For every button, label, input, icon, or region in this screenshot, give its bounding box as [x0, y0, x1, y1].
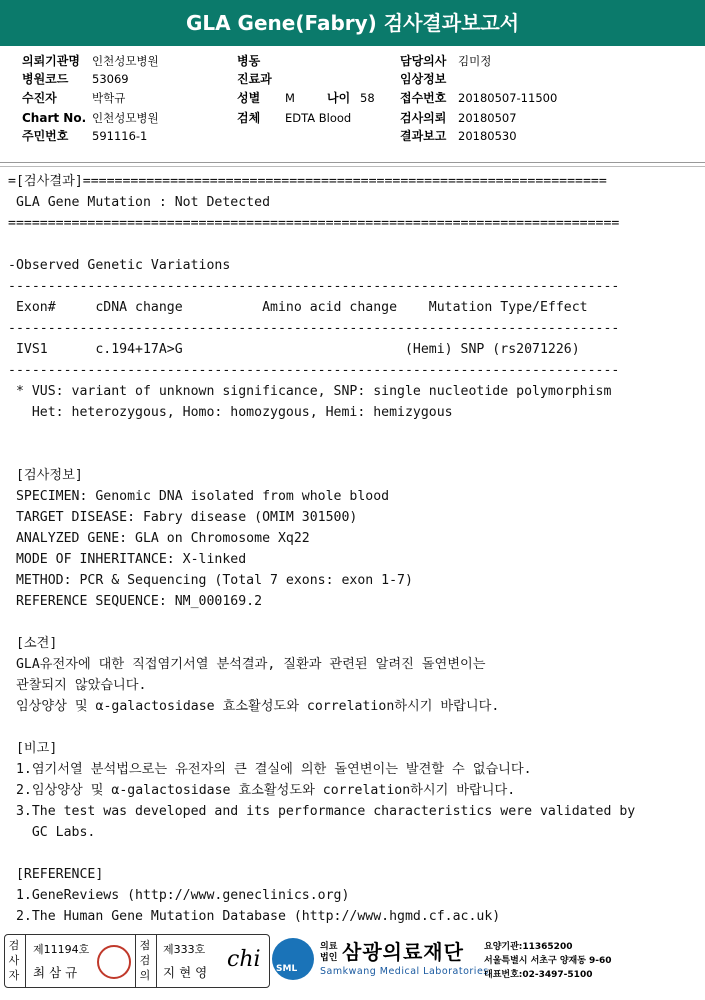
info-value: EDTA Blood [285, 111, 352, 125]
organization-name-en: Samkwang Medical Laboratories [320, 966, 489, 977]
reviewer-name: 지현영 [163, 965, 212, 980]
info-label: 나이 [327, 91, 351, 105]
report-line: 관찰되지 않았습니다. [8, 678, 147, 693]
organization-logo-area [272, 934, 702, 986]
info-value: 591116-1 [92, 129, 148, 143]
info-value: 인천성모병원 [92, 111, 159, 125]
report-line: GLA Gene Mutation : Not Detected [8, 195, 271, 210]
examiner-seal [97, 945, 131, 979]
info-row-sex-age [237, 89, 375, 107]
info-label: 결과보고 [400, 129, 447, 143]
report-footer [2, 934, 702, 990]
examiner-name: 최삼규 [33, 965, 82, 980]
report-line: ============================================================================= [8, 216, 620, 231]
report-line: ----------------------------------------------------------------------------- [8, 321, 620, 336]
logo-abbr: SML [276, 964, 298, 974]
report-line: SPECIMEN: Genomic DNA isolated from whole blood [8, 489, 390, 504]
report-line: ----------------------------------------------------------------------------- [8, 363, 620, 378]
info-row-institution [22, 52, 159, 70]
report-line: 1.염기서열 분석법으로는 유전자의 큰 결실에 의한 돌연변이는 발견할 수 없습니다. [8, 762, 532, 777]
examiner-label: 검 사 자 [8, 939, 20, 982]
info-row-specimen [237, 109, 351, 127]
report-line: * VUS: variant of unknown significance, SNP: single nucleotide polymorphism [8, 384, 612, 399]
signature-box [4, 934, 270, 988]
info-row-hospital-code [22, 70, 129, 88]
report-title: GLA Gene(Fabry) 검사결과보고서 [185, 11, 520, 35]
report-line: =[검사결과]================================================================== [8, 174, 607, 189]
reviewer-signature: chi [227, 947, 261, 972]
report-line: MODE OF INHERITANCE: X-linked [8, 552, 247, 567]
report-line: Het: heterozygous, Homo: homozygous, Hemi: hemizygous [8, 405, 453, 420]
info-value: 20180530 [458, 129, 517, 143]
info-label: 접수번호 [400, 91, 447, 105]
report-title-bar [0, 0, 705, 46]
report-line: 1.GeneReviews (http://www.geneclinics.org) [8, 888, 350, 903]
report-line: GLA유전자에 대한 직접염기서열 분석결과, 질환과 관련된 알려진 돌연변이는 [8, 657, 486, 672]
report-line: 임상양상 및 α-galactosidase 효소활성도와 correlation하시기 바랍니다. [8, 699, 500, 714]
header-divider [0, 162, 705, 167]
info-value: 김미정 [458, 54, 492, 68]
info-label: 의뢰기관명 [22, 54, 80, 68]
reviewer-label: 점 검 의 [139, 939, 151, 982]
info-value: 20180507-11500 [458, 91, 558, 105]
report-line: 2.임상양상 및 α-galactosidase 효소활성도와 correlation하시기 바랍니다. [8, 783, 516, 798]
info-value: 인천성모병원 [92, 54, 159, 68]
examiner-license-no: 제11194호 [33, 943, 90, 956]
info-row-department [237, 70, 287, 88]
info-row-patient [22, 89, 125, 107]
report-line: [비고] [8, 741, 58, 756]
info-row-report-date [400, 127, 517, 145]
org-code: 요양기관:11365200 [484, 942, 573, 952]
info-label: 병원코드 [22, 72, 69, 86]
organization-logo-icon [272, 938, 314, 980]
info-value: 20180507 [458, 111, 517, 125]
report-line: [REFERENCE] [8, 867, 104, 882]
info-label: 담당의사 [400, 54, 447, 68]
org-address: 서울특별시 서초구 양재동 9-60 [484, 956, 612, 966]
info-value: 58 [360, 91, 375, 105]
info-label: 수진자 [22, 91, 57, 105]
info-value: 53069 [92, 72, 129, 86]
info-label: 병동 [237, 54, 261, 68]
org-type-label: 의료 법인 [320, 942, 338, 963]
info-label: Chart No. [22, 111, 87, 125]
info-row-receipt-no [400, 89, 557, 107]
report-line: GC Labs. [8, 825, 96, 840]
report-line: ANALYZED GENE: GLA on Chromosome Xq22 [8, 531, 310, 546]
report-line: IVS1 c.194+17A>G (Hemi) SNP (rs2071226) [8, 342, 580, 357]
report-line: 2.The Human Gene Mutation Database (http://www.hgmd.cf.ac.uk) [8, 909, 501, 924]
report-line: [소견] [8, 636, 58, 651]
info-value: 박학규 [92, 91, 126, 105]
info-row-chart-no [22, 109, 159, 127]
report-line: 3.The test was developed and its performance characteristics were validated by [8, 804, 636, 819]
info-row-clinical-info [400, 70, 458, 88]
report-line: ----------------------------------------------------------------------------- [8, 279, 620, 294]
info-row-request-date [400, 109, 517, 127]
info-row-ward [237, 52, 287, 70]
reviewer-license-no: 제333호 [163, 943, 206, 956]
org-phone: 대표번호:02-3497-5100 [484, 970, 593, 980]
report-line: METHOD: PCR & Sequencing (Total 7 exons: exon 1-7) [8, 573, 413, 588]
report-line: REFERENCE SEQUENCE: NM_000169.2 [8, 594, 263, 609]
info-label: 임상정보 [400, 72, 447, 86]
info-label: 검사의뢰 [400, 111, 447, 125]
info-value: M [285, 91, 295, 105]
organization-contact [484, 940, 612, 982]
report-line: -Observed Genetic Variations [8, 258, 231, 273]
report-line: [검사정보] [8, 468, 83, 483]
info-label: 주민번호 [22, 129, 69, 143]
info-label: 진료과 [237, 72, 272, 86]
organization-name: 삼광의료재단 [342, 940, 464, 964]
info-label: 성별 [237, 91, 261, 105]
info-row-resident-no [22, 127, 147, 145]
report-line: Exon# cDNA change Amino acid change Mutation Type/Effect [8, 300, 588, 315]
patient-info-header [0, 52, 705, 152]
info-label: 검체 [237, 111, 261, 125]
info-row-doctor [400, 52, 491, 70]
report-line: TARGET DISEASE: Fabry disease (OMIM 301500) [8, 510, 358, 525]
